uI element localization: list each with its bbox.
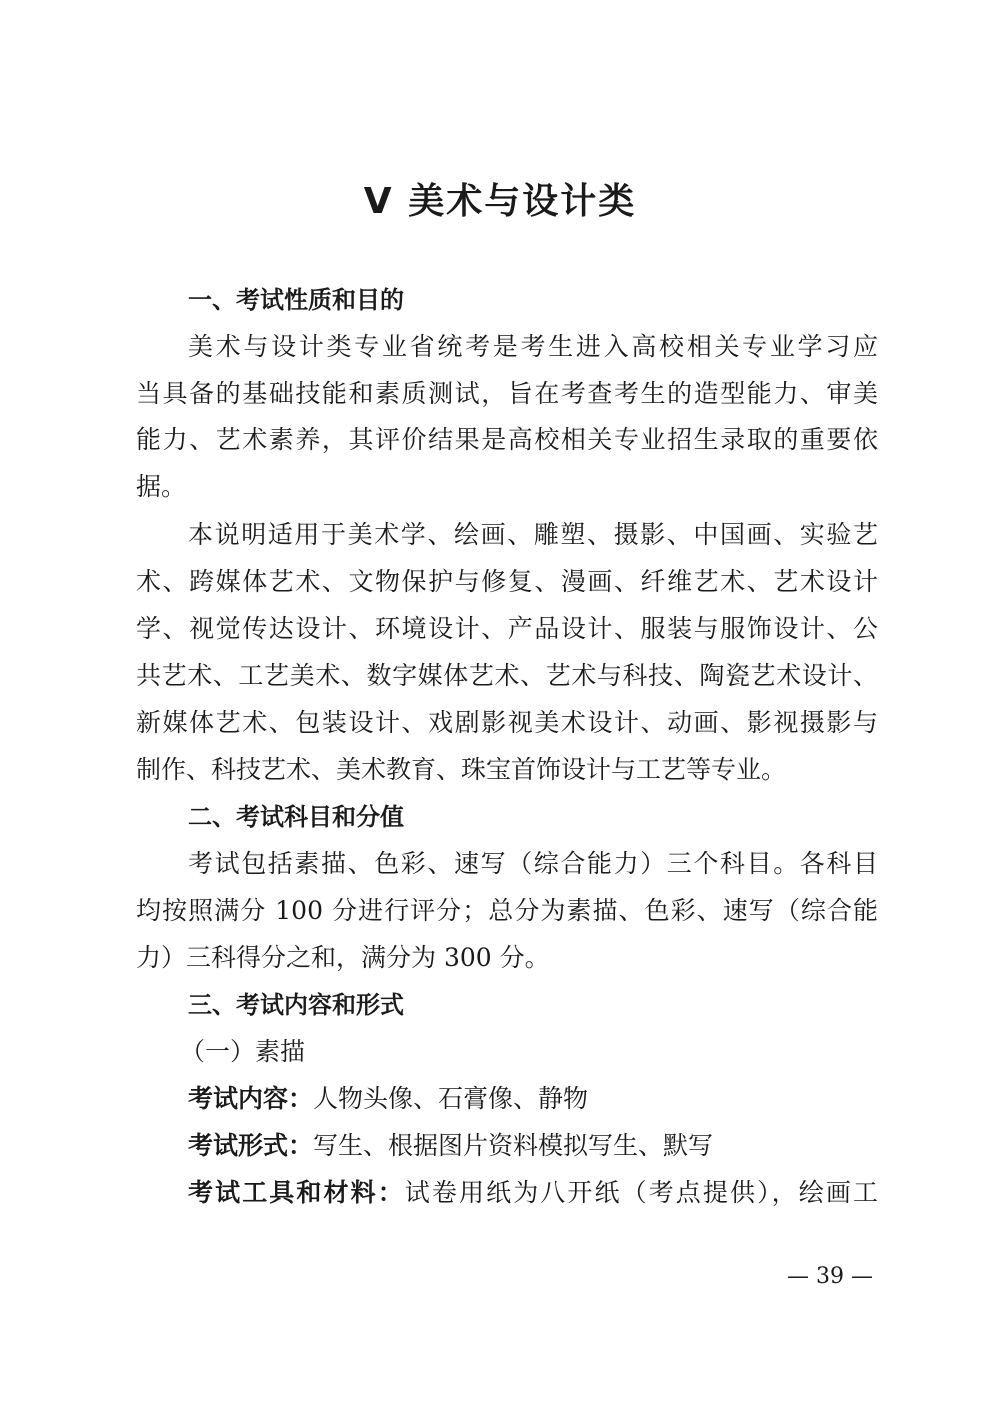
item-label: 考试工具和材料： xyxy=(188,1178,405,1207)
paragraph-line: 学、视觉传达设计、环境设计、产品设计、服装与服饰设计、公 xyxy=(136,614,878,643)
paragraph-line: 能力、艺术素养，其评价结果是高校相关专业招生录取的重要依 xyxy=(136,425,878,454)
paragraph-line: 本说明适用于美术学、绘画、雕塑、摄影、中国画、实验艺 xyxy=(188,520,878,549)
exam-tools-item xyxy=(188,1173,878,1213)
item-text: 写生、根据图片资料模拟写生、默写 xyxy=(313,1131,714,1160)
paragraph-line: 据。 xyxy=(136,472,187,501)
page-number: — 39 — xyxy=(787,1264,873,1289)
paragraph-line: 当具备的基础技能和素质测试，旨在考查考生的造型能力、审美 xyxy=(136,379,878,408)
paragraph-line: 新媒体艺术、包装设计、戏剧影视美术设计、动画、影视摄影与 xyxy=(136,708,878,737)
paragraph-line: 考试包括素描、色彩、速写（综合能力）三个科目。各科目 xyxy=(188,849,878,878)
section-heading-subjects-scores: 二、考试科目和分值 xyxy=(188,803,404,831)
paragraph-line: 美术与设计类专业省统考是考生进入高校相关专业学习应 xyxy=(188,332,878,361)
section-heading-nature-purpose: 一、考试性质和目的 xyxy=(188,286,404,314)
paragraph-line: 术、跨媒体艺术、文物保护与修复、漫画、纤维艺术、艺术设计 xyxy=(136,567,878,596)
paragraph-line: 力）三科得分之和，满分为 300 分。 xyxy=(136,943,550,972)
exam-format-item xyxy=(188,1126,878,1166)
paragraph-line: 均按照满分 100 分进行评分；总分为素描、色彩、速写（综合能 xyxy=(136,896,878,925)
paragraph-line: 共艺术、工艺美术、数字媒体艺术、艺术与科技、陶瓷艺术设计、 xyxy=(136,661,878,690)
item-label: 考试形式： xyxy=(188,1131,314,1160)
paragraph-line: 制作、科技艺术、美术教育、珠宝首饰设计与工艺等专业。 xyxy=(136,755,787,784)
item-text: 试卷用纸为八开纸（考点提供），绘画工 xyxy=(404,1178,878,1207)
item-label: 考试内容： xyxy=(188,1084,314,1113)
exam-content-item xyxy=(188,1079,878,1119)
item-text: 人物头像、石膏像、静物 xyxy=(313,1084,589,1113)
page-title: V 美术与设计类 xyxy=(363,181,637,222)
section-heading-content-format: 三、考试内容和形式 xyxy=(188,991,404,1019)
subsection-heading-sketch: （一）素描 xyxy=(180,1037,306,1066)
